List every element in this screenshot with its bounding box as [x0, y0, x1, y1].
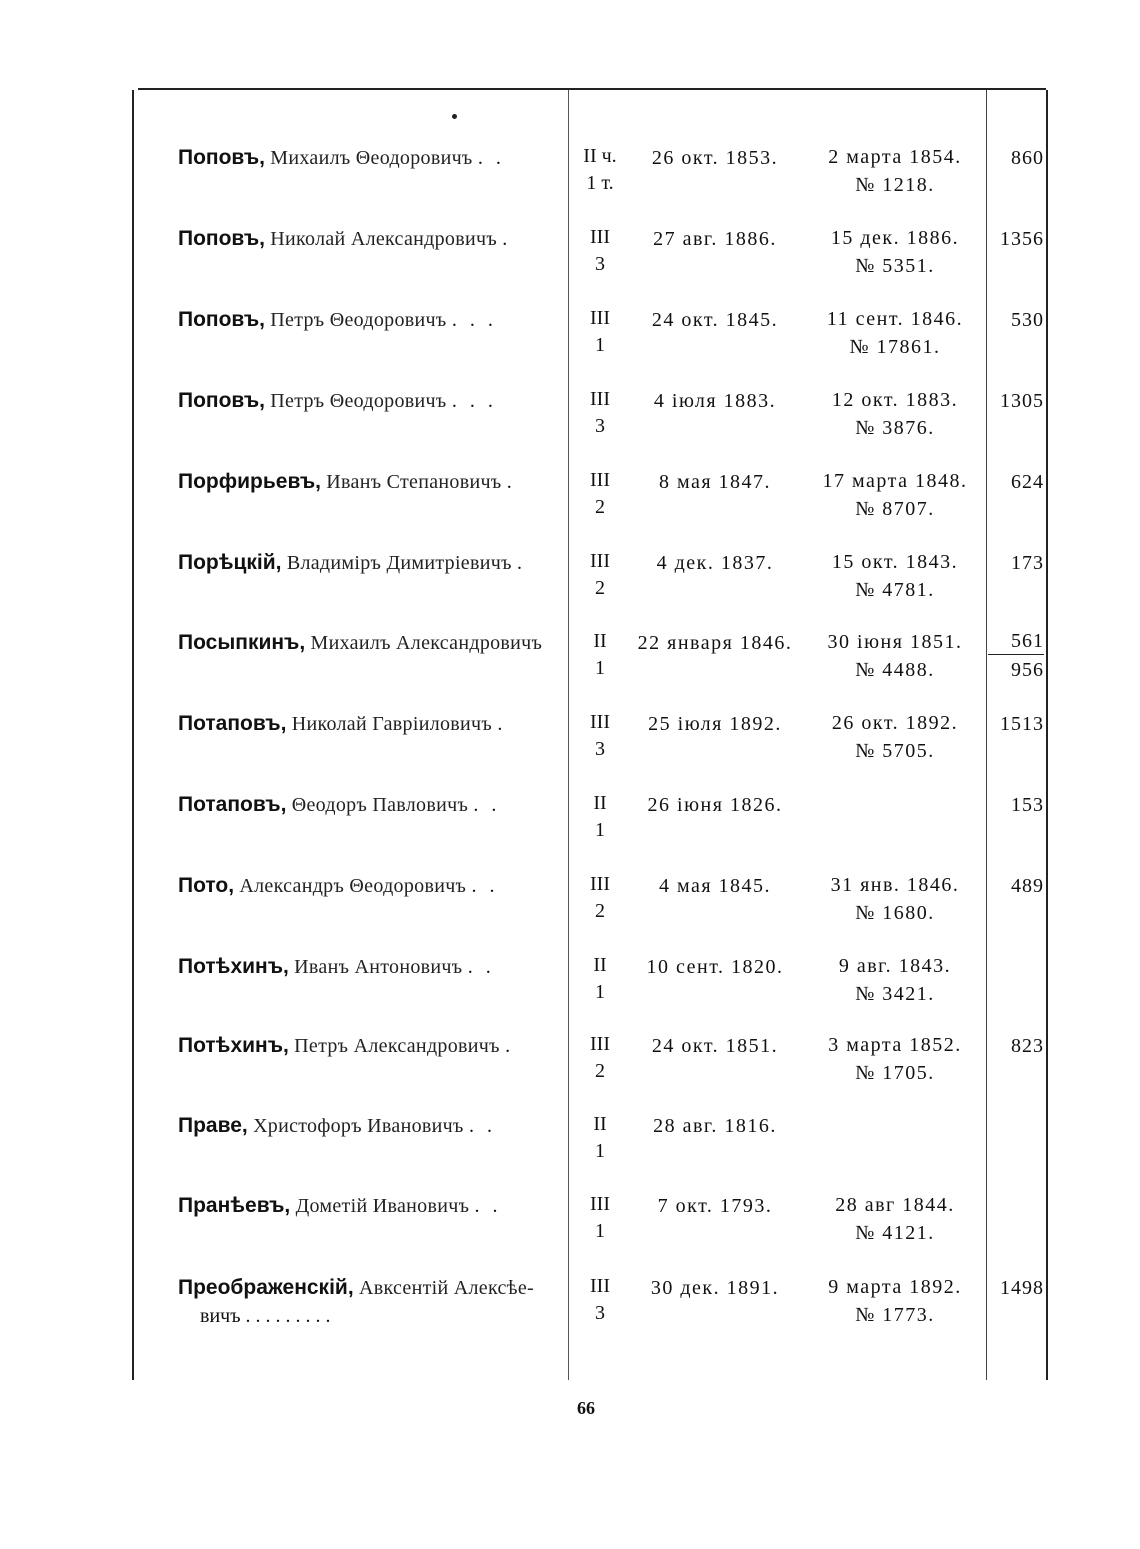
entry-date-first: 22 января 1846.	[637, 632, 793, 654]
entry-class	[576, 1111, 624, 1165]
register-entry	[0, 1031, 1140, 1101]
entry-leader-dots: . .	[477, 147, 505, 169]
entry-document-number: № 3876.	[855, 417, 935, 439]
register-entry	[0, 1191, 1140, 1261]
entry-document-number: № 1773.	[855, 1304, 935, 1326]
entry-date-second-value: 2 марта 1854.	[828, 146, 962, 168]
entry-given-names: Петръ Θеодоровичъ	[270, 309, 447, 331]
register-entry	[0, 224, 1140, 294]
entry-name	[178, 224, 562, 254]
entry-name-continuation: вичъ . . . . . . . . .	[200, 1305, 331, 1327]
entry-date-second-value: 3 марта 1852.	[828, 1034, 962, 1056]
entry-reference-number: 1498	[1000, 1277, 1044, 1299]
entry-class-sub: 2	[595, 496, 605, 518]
entry-reference-number: 489	[1011, 875, 1044, 897]
entry-surname: Преображенскій,	[178, 1276, 354, 1299]
entry-date-second	[806, 1031, 984, 1087]
entry-given-names: Петръ Александровичъ	[294, 1035, 500, 1057]
register-entry	[0, 790, 1140, 860]
entry-date-second	[806, 386, 984, 442]
entry-surname: Праве,	[178, 1114, 248, 1137]
register-entry	[0, 871, 1140, 941]
entry-surname: Потаповъ,	[178, 712, 287, 735]
entry-document-number: № 4488.	[855, 659, 935, 681]
entry-reference-number: 1513	[1000, 713, 1044, 735]
entry-date-second	[806, 305, 984, 361]
entry-class	[576, 790, 624, 844]
entry-date-second	[806, 224, 984, 280]
entry-class	[576, 952, 624, 1006]
entry-class	[576, 224, 624, 278]
entry-name	[178, 628, 562, 658]
register-entry	[0, 386, 1140, 456]
entry-class-roman: II	[593, 792, 607, 814]
entry-date-first: 4 іюля 1883.	[653, 390, 777, 412]
entry-date-first: 4 дек. 1837.	[656, 552, 774, 574]
entry-leader-dots: .	[497, 713, 507, 735]
entry-name	[178, 1111, 562, 1141]
entry-name	[178, 790, 562, 820]
entry-class-sub: 1	[595, 1220, 605, 1242]
entry-leader-dots: . . .	[451, 309, 497, 331]
register-entry	[0, 143, 1140, 213]
entry-class-roman: II	[593, 1113, 607, 1135]
entry-class	[576, 1191, 624, 1245]
entry-given-names: Иванъ Степановичъ	[326, 471, 502, 493]
print-dot-mark	[452, 114, 457, 119]
entry-class-roman: III	[590, 1275, 610, 1297]
entry-date-second	[806, 143, 984, 199]
entry-class-sub: 1	[595, 334, 605, 356]
register-entry	[0, 1111, 1140, 1181]
entry-date-first: 7 окт. 1793.	[657, 1195, 773, 1217]
entry-class-sub: 1 т.	[586, 172, 614, 194]
entry-document-number: № 1680.	[855, 902, 935, 924]
entry-class	[576, 305, 624, 359]
entry-given-names: Николай Александровичъ	[270, 228, 497, 250]
entry-class	[576, 1031, 624, 1085]
entry-surname: Пранѣевъ,	[178, 1194, 291, 1217]
entry-surname: Порѣцкій,	[178, 551, 282, 574]
entry-document-number: № 3421.	[855, 983, 935, 1005]
entry-reference-number-lower: 956	[1011, 659, 1044, 681]
entry-reference-number: 153	[1011, 794, 1044, 816]
entry-document-number: № 1705.	[855, 1062, 935, 1084]
entry-date-first: 10 сент. 1820.	[646, 956, 784, 978]
entry-surname: Поповъ,	[178, 308, 265, 331]
entry-given-names: Авксентій Алексѣе-	[358, 1277, 534, 1299]
entry-leader-dots: .	[505, 1035, 515, 1057]
entry-date-first: 25 іюля 1892.	[648, 713, 782, 735]
table-top-rule	[138, 88, 1046, 90]
entry-date-first: 27 авг. 1886.	[653, 228, 777, 250]
entry-document-number: № 17861.	[849, 336, 941, 358]
entry-reference-number: 823	[1011, 1035, 1044, 1057]
entry-date-second-value: 17 марта 1848.	[822, 470, 968, 492]
entry-date-first: 4 мая 1845.	[658, 875, 772, 897]
entry-leader-dots: .	[506, 471, 516, 493]
entry-class	[576, 467, 624, 521]
entry-reference-number: 173	[1011, 552, 1044, 574]
entry-date-second-value: 15 дек. 1886.	[830, 227, 960, 249]
entry-surname: Потѣхинъ,	[178, 1034, 289, 1057]
entry-date-second-value: 30 іюня 1851.	[827, 631, 963, 653]
entry-date-second-value: 31 янв. 1846.	[830, 874, 960, 896]
entry-class	[576, 548, 624, 602]
entry-class-roman: III	[590, 711, 610, 733]
entry-name	[178, 386, 562, 416]
entry-leader-dots: . .	[473, 794, 501, 816]
entry-date-first: 26 іюня 1826.	[647, 794, 783, 816]
entry-class-roman: III	[590, 307, 610, 329]
entry-class-sub: 1	[595, 981, 605, 1003]
entry-leader-dots: . .	[467, 956, 495, 978]
entry-class-roman: II	[593, 630, 607, 652]
register-entry	[0, 1273, 1140, 1343]
register-entry	[0, 305, 1140, 375]
entry-leader-dots: .	[517, 552, 527, 574]
entry-surname: Поповъ,	[178, 389, 265, 412]
entry-class-sub: 2	[595, 577, 605, 599]
entry-given-names: Михаилъ Θеодоровичъ	[270, 147, 473, 169]
entry-class-sub: 3	[595, 1302, 605, 1324]
entry-class-roman: II ч.	[583, 145, 617, 167]
entry-document-number: № 4121.	[855, 1222, 935, 1244]
entry-surname: Потѣхинъ,	[178, 955, 289, 978]
entry-name	[178, 709, 562, 739]
entry-class-sub: 3	[595, 738, 605, 760]
entry-class-roman: III	[590, 226, 610, 248]
entry-reference-number: 530	[1011, 309, 1044, 331]
entry-leader-dots: . .	[471, 875, 499, 897]
entry-date-second-value: 11 сент. 1846.	[826, 308, 964, 330]
entry-surname: Порфирьевъ,	[178, 470, 321, 493]
entry-class-roman: III	[590, 873, 610, 895]
entry-class-roman: II	[593, 954, 607, 976]
entry-date-first: 8 мая 1847.	[658, 471, 772, 493]
entry-class	[576, 1273, 624, 1327]
entry-leader-dots: . . .	[451, 390, 497, 412]
entry-surname: Поповъ,	[178, 227, 265, 250]
entry-name	[178, 952, 562, 982]
entry-reference-number: 624	[1011, 471, 1044, 493]
entry-date-second	[806, 952, 984, 1008]
entry-date-second	[806, 628, 984, 684]
entry-reference-number-upper: 561	[988, 628, 1044, 655]
entry-surname: Посыпкинъ,	[178, 631, 306, 654]
entry-name	[178, 1191, 562, 1221]
entry-date-second-value: 26 окт. 1892.	[831, 712, 959, 734]
entry-date-second	[806, 467, 984, 523]
entry-class	[576, 143, 624, 197]
entry-leader-dots: . .	[468, 1115, 496, 1137]
entry-document-number: № 4781.	[855, 579, 935, 601]
register-entry	[0, 952, 1140, 1022]
entry-surname: Пото,	[178, 874, 235, 897]
entry-given-names: Дометій Ивановичъ	[295, 1195, 470, 1217]
entry-class	[576, 386, 624, 440]
register-entry	[0, 709, 1140, 779]
entry-surname: Поповъ,	[178, 146, 265, 169]
entry-date-first: 26 окт. 1853.	[651, 147, 779, 169]
entry-class-roman: III	[590, 550, 610, 572]
entry-date-second	[806, 1191, 984, 1247]
entry-given-names: Владиміръ Димитріевичъ	[286, 552, 512, 574]
entry-date-second-value: 12 окт. 1883.	[831, 389, 959, 411]
entry-class	[576, 871, 624, 925]
entry-date-first: 30 дек. 1891.	[650, 1277, 780, 1299]
entry-reference-number: 1356	[1000, 228, 1044, 250]
entry-class-roman: III	[590, 1193, 610, 1215]
entry-given-names: Иванъ Антоновичъ	[294, 956, 463, 978]
entry-class-sub: 3	[595, 415, 605, 437]
entry-class	[576, 709, 624, 763]
entry-name	[178, 305, 562, 335]
entry-date-second-value: 9 марта 1892.	[828, 1276, 962, 1298]
entry-given-names: Христофоръ Ивановичъ	[253, 1115, 464, 1137]
page-number: 66	[577, 1398, 595, 1418]
entry-date-first: 24 окт. 1845.	[651, 309, 779, 331]
register-entry	[0, 467, 1140, 537]
entry-class-sub: 1	[595, 657, 605, 679]
entry-date-second	[806, 548, 984, 604]
entry-date-second-value: 15 окт. 1843.	[831, 551, 959, 573]
entry-reference-number	[988, 628, 1044, 685]
entry-class-roman: III	[590, 388, 610, 410]
register-entry	[0, 628, 1140, 698]
entry-reference-number: 860	[1011, 147, 1044, 169]
entry-name	[178, 871, 562, 901]
entry-date-first: 24 окт. 1851.	[651, 1035, 779, 1057]
entry-given-names: Θеодоръ Павловичъ	[291, 794, 469, 816]
entry-leader-dots: .	[502, 228, 512, 250]
entry-date-second	[806, 1273, 984, 1329]
entry-name	[178, 1031, 562, 1061]
entry-class-sub: 1	[595, 819, 605, 841]
entry-class	[576, 628, 624, 682]
entry-date-first: 28 авг. 1816.	[653, 1115, 777, 1137]
entry-document-number: № 5705.	[855, 740, 935, 762]
entry-given-names: Николай Гавріиловичъ	[291, 713, 493, 735]
entry-surname: Потаповъ,	[178, 793, 287, 816]
entry-document-number: № 8707.	[855, 498, 935, 520]
entry-document-number: № 5351.	[855, 255, 935, 277]
entry-name	[178, 467, 562, 497]
entry-date-second-value: 28 авг 1844.	[835, 1194, 955, 1216]
entry-date-second-value: 9 авг. 1843.	[838, 955, 952, 977]
entry-leader-dots: . .	[474, 1195, 502, 1217]
entry-class-roman: III	[590, 469, 610, 491]
entry-name	[178, 1273, 562, 1303]
entry-given-names: Петръ Θеодоровичъ	[270, 390, 447, 412]
entry-reference-number: 1305	[1000, 390, 1044, 412]
entry-class-roman: III	[590, 1033, 610, 1055]
entry-class-sub: 3	[595, 253, 605, 275]
entry-name	[178, 548, 562, 578]
entry-date-second	[806, 871, 984, 927]
entry-name	[178, 143, 562, 173]
register-entry	[0, 548, 1140, 618]
entry-class-sub: 2	[595, 1060, 605, 1082]
entry-class-sub: 1	[595, 1140, 605, 1162]
entry-document-number: № 1218.	[855, 174, 935, 196]
entry-given-names: Александръ Θеодоровичъ	[239, 875, 467, 897]
entry-given-names: Михаилъ Александровичъ	[310, 632, 543, 654]
entry-date-second	[806, 709, 984, 765]
entry-class-sub: 2	[595, 900, 605, 922]
